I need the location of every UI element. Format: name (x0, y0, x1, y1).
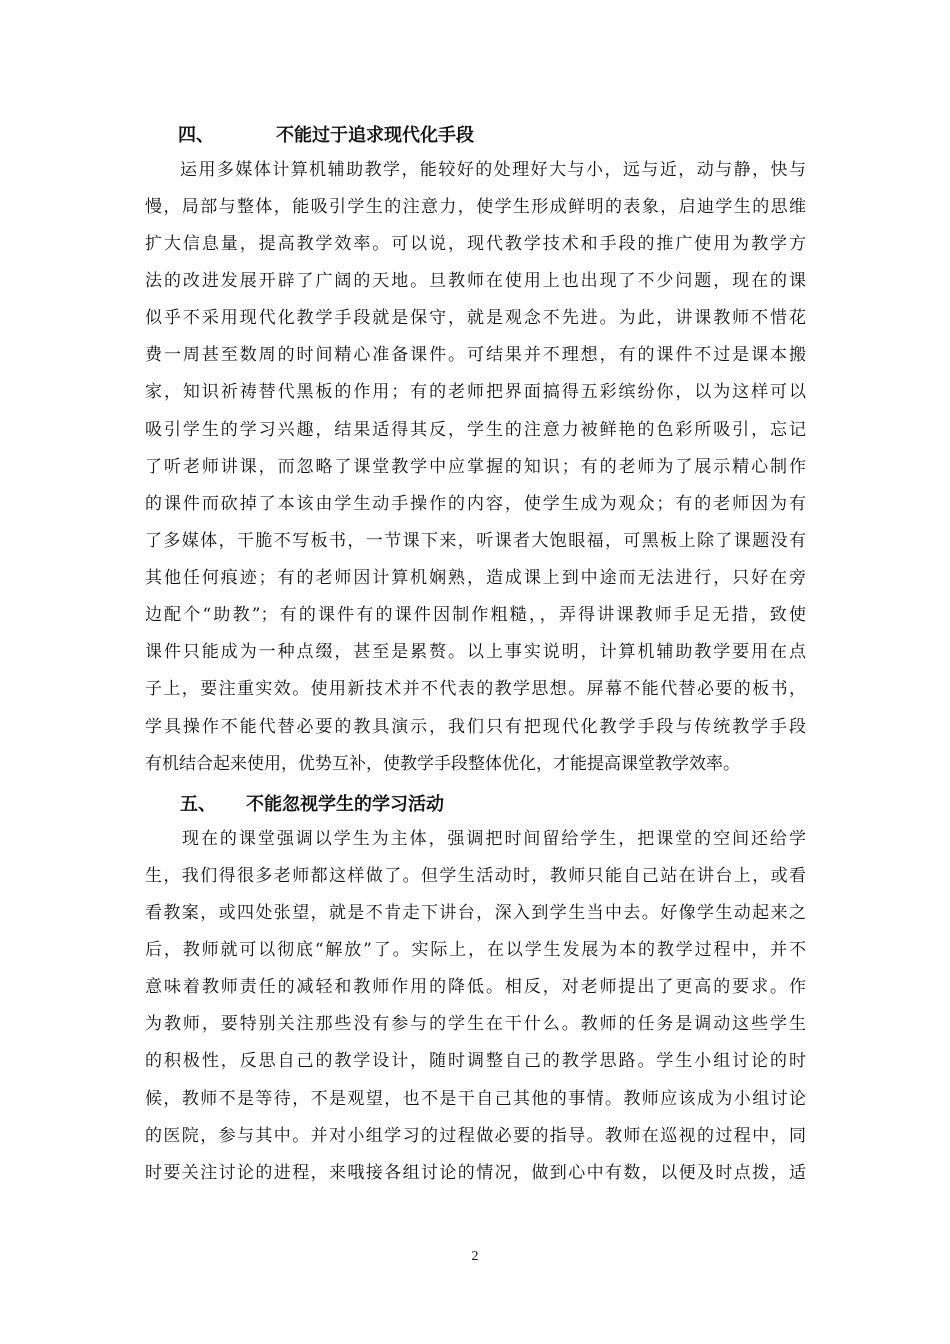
paragraph-line: 候，教师不是等待，不是观望，也不是干自己其他的事情。教师应该成为小组讨论 (145, 1089, 806, 1109)
section-4-title: 不能过于追求现代化手段 (276, 125, 474, 146)
paragraph-line: 后，教师就可以彻底“解放”了。实际上，在以学生发展为本的教学过程中，并不 (145, 940, 806, 960)
paragraph-line: 扩大信息量，提高教学效率。可以说，现代教学技术和手段的推广使用为教学方 (145, 234, 806, 254)
paragraph-line: 的医院，参与其中。并对小组学习的过程做必要的指导。教师在巡视的过程中，同 (145, 1126, 806, 1146)
paragraph-line: 其他任何痕迹；有的老师因计算机娴熟，造成课上到中途而无法进行，只好在旁 (145, 568, 806, 588)
section-4-heading (178, 121, 474, 147)
paragraph-line: 运用多媒体计算机辅助教学，能较好的处理好大与小，远与近，动与静，快与 (180, 160, 806, 180)
paragraph-line: 费一周甚至数周的时间精心准备课件。可结果并不理想，有的课件不过是课本搬 (145, 345, 806, 365)
paragraph-line: 有机结合起来使用，优势互补，使教学手段整体优化，才能提高课堂教学效率。 (145, 754, 740, 774)
paragraph-line: 慢，局部与整体，能吸引学生的注意力，使学生形成鲜明的表象，启迪学生的思维 (145, 197, 806, 217)
paragraph-line: 意味着教师责任的减轻和教师作用的降低。相反，对老师提出了更高的要求。作 (145, 977, 806, 997)
paragraph-line: 边配个“助教”；有的课件有的课件因制作粗糙，，弄得讲课教师手足无措，致使 (145, 605, 806, 625)
paragraph-line: 学具操作不能代替必要的教具演示，我们只有把现代化教学手段与传统教学手段 (145, 717, 806, 737)
paragraph-line: 的课件而砍掉了本该由学生动手操作的内容，使学生成为观众；有的老师因为有 (145, 494, 806, 514)
paragraph-line: 法的改进发展开辟了广阔的天地。旦教师在使用上也出现了不少问题，现在的课 (145, 271, 806, 291)
paragraph-line: 吸引学生的学习兴趣，结果适得其反，学生的注意力被鲜艳的色彩所吸引，忘记 (145, 420, 806, 440)
paragraph-line: 时要关注讨论的进程，来哦接各组讨论的情况，做到心中有数，以便及时点拨，适 (145, 1163, 806, 1183)
paragraph-line: 似乎不采用现代化教学手段就是保守，就是观念不先进。为此，讲课教师不惜花 (145, 308, 806, 328)
paragraph-line: 家，知识祈祷替代黑板的作用；有的老师把界面搞得五彩缤纷你，以为这样可以 (145, 382, 806, 402)
paragraph-line: 现在的课堂强调以学生为主体，强调把时间留给学生，把课堂的空间还给学 (182, 829, 806, 849)
paragraph-line: 了听老师讲课，而忽略了课堂教学中应掌握的知识；有的老师为了展示精心制作 (145, 457, 806, 477)
paragraph-line: 为教师，要特别关注那些没有参与的学生在干什么。教师的任务是调动这些学生 (145, 1014, 806, 1034)
section-5-title: 不能忽视学生的学习活动 (246, 794, 444, 815)
paragraph-line: 了多媒体，干脆不写板书，一节课下来，听课者大饱眼福，可黑板上除了课题没有 (145, 531, 806, 551)
paragraph-line: 生，我们得很多老师都这样做了。但学生活动时，教师只能自己站在讲台上，或看 (145, 866, 806, 886)
paragraph-line: 课件只能成为一种点缀，甚至是累赘。以上事实说明，计算机辅助教学要用在点 (145, 642, 806, 662)
section-5-number: 五、 (180, 794, 216, 815)
paragraph-line: 看教案，或四处张望，就是不肯走下讲台，深入到学生当中去。好像学生动起来之 (145, 903, 806, 923)
paragraph-line: 的积极性，反思自己的教学设计，随时调整自己的教学思路。学生小组讨论的时 (145, 1051, 806, 1071)
paragraph-line: 子上，要注重实效。使用新技术并不代表的教学思想。屏幕不能代替必要的板书， (145, 679, 806, 699)
section-5-heading (180, 790, 444, 816)
section-4-number: 四、 (178, 125, 214, 146)
page-number: 2 (471, 1249, 479, 1264)
